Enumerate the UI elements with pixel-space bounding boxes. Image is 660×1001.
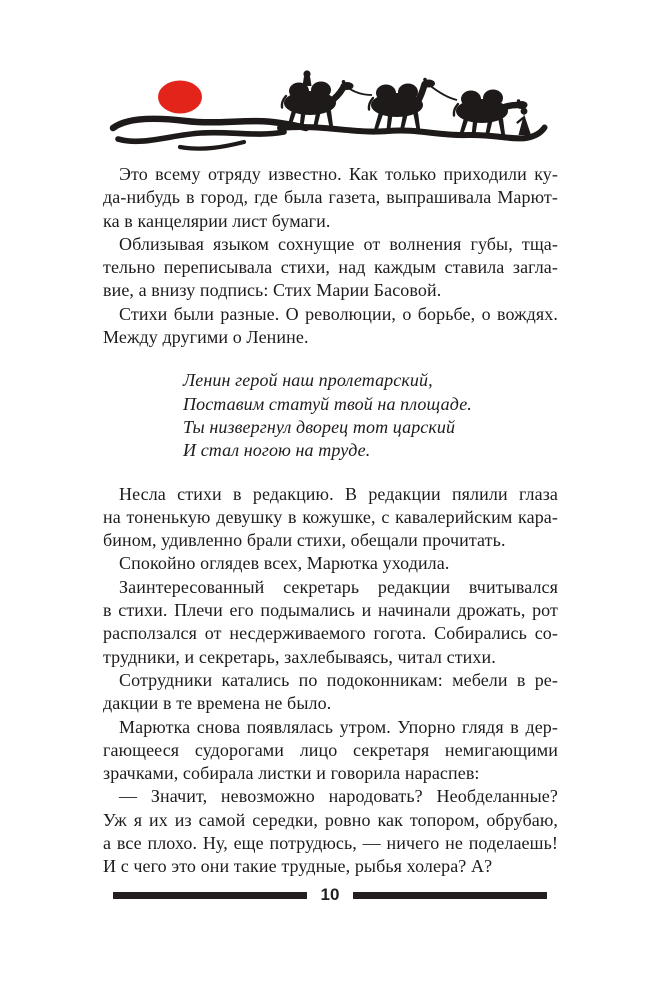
- text-line: расползался от несдерживаемого гогота. Собирались со-: [103, 623, 558, 644]
- text-line: Между другими о Ленине.: [103, 327, 309, 348]
- text-line: трудники, и секретарь, захлебываясь, читал стихи.: [103, 646, 496, 667]
- text-line: тельно переписывала стихи, над каждым ставила загла-: [103, 257, 558, 278]
- prose-paragraph: [103, 483, 558, 553]
- text-line: зрачками, собирала листки и говорила нараспев:: [103, 763, 480, 784]
- text-line: гающееся судорогами лицо секретаря немигающими: [103, 739, 558, 760]
- camel-second: [369, 78, 435, 130]
- poem-line: Поставим статуй твой на площаде.: [183, 393, 472, 414]
- caravan-leader-figure: [518, 108, 532, 135]
- text-line: дакции в те времена не было.: [103, 693, 332, 714]
- text-line: Марютка снова появлялась утром. Упорно глядя в дер-: [119, 716, 558, 737]
- page-footer: [113, 886, 547, 904]
- prose-paragraph: [103, 785, 558, 878]
- text-line: в стихи. Плечи его подымались и начинали дрожать, рот: [103, 600, 558, 621]
- dune-waves: [113, 119, 306, 149]
- text-line: Облизывая языком сохнущие от волнения губы, тща-: [119, 233, 558, 254]
- text-line: а все плохо. Ну, еще потрудюсь, — ничего не поделаешь!: [103, 833, 558, 854]
- text-line: Спокойно оглядев всех, Марютка уходила.: [119, 553, 450, 574]
- poem-stanza: [183, 369, 558, 462]
- text-line: Уж я их из самой середки, ровно как топором, обрубаю,: [103, 809, 558, 830]
- prose-paragraph: [103, 669, 558, 716]
- camel-third: [454, 90, 528, 137]
- prose-paragraph: [103, 552, 558, 575]
- poem-line: Ты низвергнул дворец тот царский: [183, 416, 456, 437]
- prose-paragraph: [103, 163, 558, 233]
- poem-line: И стал ногою на труде.: [183, 440, 371, 461]
- page-text: [103, 163, 558, 879]
- footer-rule-left: [113, 892, 307, 899]
- prose-paragraph: [103, 716, 558, 786]
- text-line: да-нибудь в город, где была газета, выпрашивала Марют-: [103, 187, 558, 208]
- prose-paragraph: [103, 233, 558, 303]
- text-line: Заинтересованный секретарь редакции вчитывался: [119, 576, 558, 597]
- text-line: Сотрудники катались по подоконникам: мебели в ре-: [119, 669, 558, 690]
- footer-rule-right: [353, 892, 547, 899]
- text-line: на тоненькую девушку в кожушке, с кавалерийским кара-: [103, 506, 558, 527]
- text-line: бином, удивленно брали стихи, обещали прочитать.: [103, 530, 506, 551]
- text-line: Несла стихи в редакцию. В редакции пялили глаза: [119, 483, 558, 504]
- text-line: И с чего это они такие трудные, рыбья холера? А?: [103, 856, 493, 877]
- rider-figure: [303, 70, 312, 86]
- poem-line: Ленин герой наш пролетарский,: [183, 370, 433, 391]
- header-illustration-camel-caravan: [108, 62, 548, 157]
- text-line: — Значит, невозможно народовать? Необделанные?: [119, 786, 558, 807]
- text-line: ка в канцелярии лист бумаги.: [103, 210, 331, 231]
- text-line: Стихи были разные. О революции, о борьбе, о вождях.: [119, 303, 558, 324]
- prose-paragraph: [103, 303, 558, 350]
- text-line: вие, а внизу подпись: Стих Марии Басовой.: [103, 280, 442, 301]
- red-sun-icon: [158, 81, 202, 114]
- text-line: Это всему отряду известно. Как только приходили ку-: [119, 164, 558, 184]
- page-number: 10: [320, 885, 340, 904]
- prose-paragraph: [103, 576, 558, 669]
- camel-with-rider: [282, 70, 354, 128]
